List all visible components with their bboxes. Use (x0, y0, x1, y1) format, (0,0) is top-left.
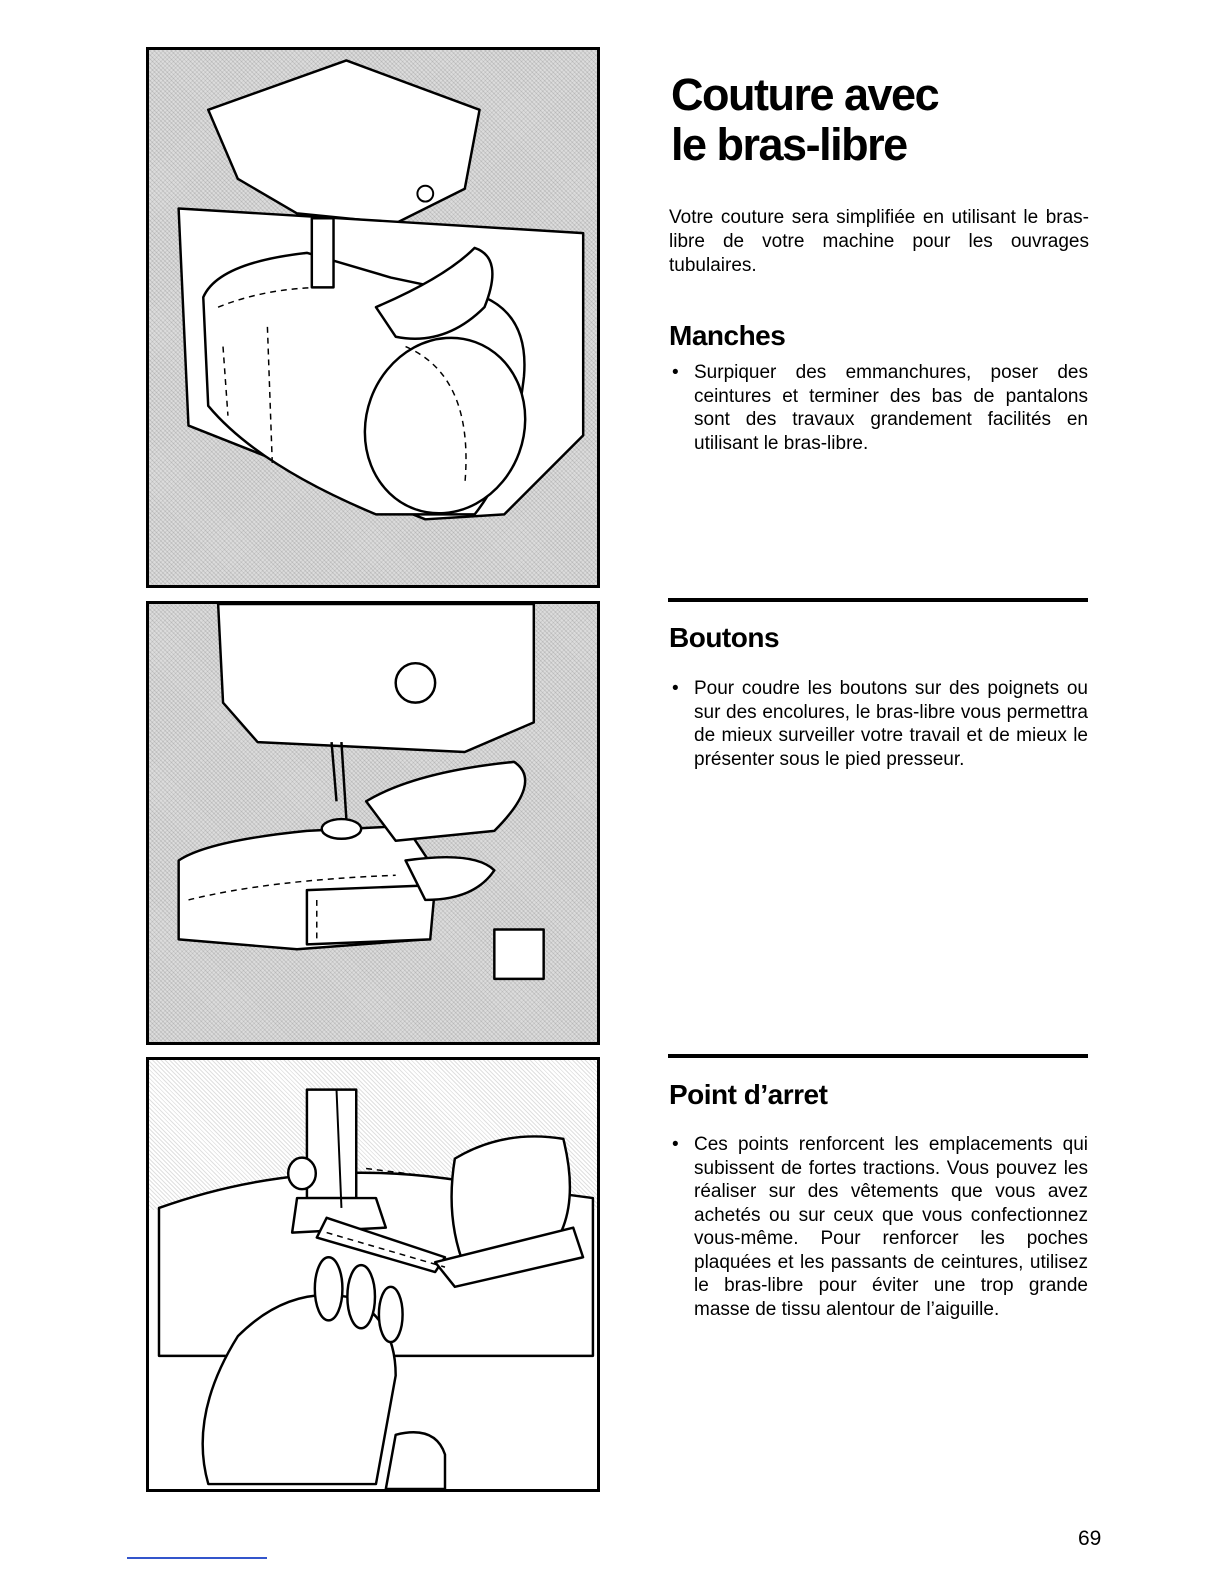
sewing-machine-button-drawing (149, 604, 597, 1042)
section-heading-point-arret: Point d’arret (669, 1079, 828, 1110)
sewing-foot-hands-drawing (149, 1060, 597, 1489)
page-title-line-2: le bras-libre (671, 119, 907, 170)
footer-underline (127, 1557, 267, 1559)
illustration-sewing-button (146, 601, 600, 1045)
section-heading-manches: Manches (669, 320, 786, 351)
bullet-manches (672, 361, 1088, 455)
bullet-text-manches: Surpiquer des emmanchures, poser des ceintures et terminer des bas de pantalons sont des travaux grandement facilités en utilisant le bras-libre. (694, 362, 1088, 454)
page-title-line-1: Couture avec (671, 69, 939, 120)
bullet-boutons (672, 677, 1088, 771)
intro-paragraph: Votre couture sera simplifiée en utilisant le bras-libre de votre machine pour les ouvrages tubulaires. (669, 207, 1089, 276)
sewing-machine-sleeve-drawing (149, 50, 597, 585)
section-divider (668, 598, 1088, 602)
illustration-bar-tack (146, 1057, 600, 1492)
bullet-symbol: • (672, 1134, 679, 1155)
page-number: 69 (1078, 1527, 1102, 1550)
bullet-text-boutons: Pour coudre les boutons sur des poignets ou sur des encolures, le bras-libre vous permettra de mieux surveiller votre travail et de mieux le présenter sous le pied presseur. (694, 678, 1088, 770)
bullet-symbol: • (672, 678, 679, 699)
bullet-point-arret (672, 1133, 1088, 1321)
illustration-sleeve-free-arm (146, 47, 600, 588)
section-divider (668, 1054, 1088, 1058)
section-heading-boutons: Boutons (669, 622, 780, 653)
bullet-symbol: • (672, 362, 679, 383)
page-title (671, 70, 938, 170)
bullet-text-point-arret: Ces points renforcent les emplacements qui subissent de fortes tractions. Vous pouvez les réaliser sur des vêtements que vous avez achetés ou sur ceux que vous confectionnez vous-même. Pour renforcer les poches plaquées et les passants de ceintures, utilisez le bras-libre pour éviter une trop grande masse de tissu alentour de l’aiguille. (694, 1134, 1088, 1320)
